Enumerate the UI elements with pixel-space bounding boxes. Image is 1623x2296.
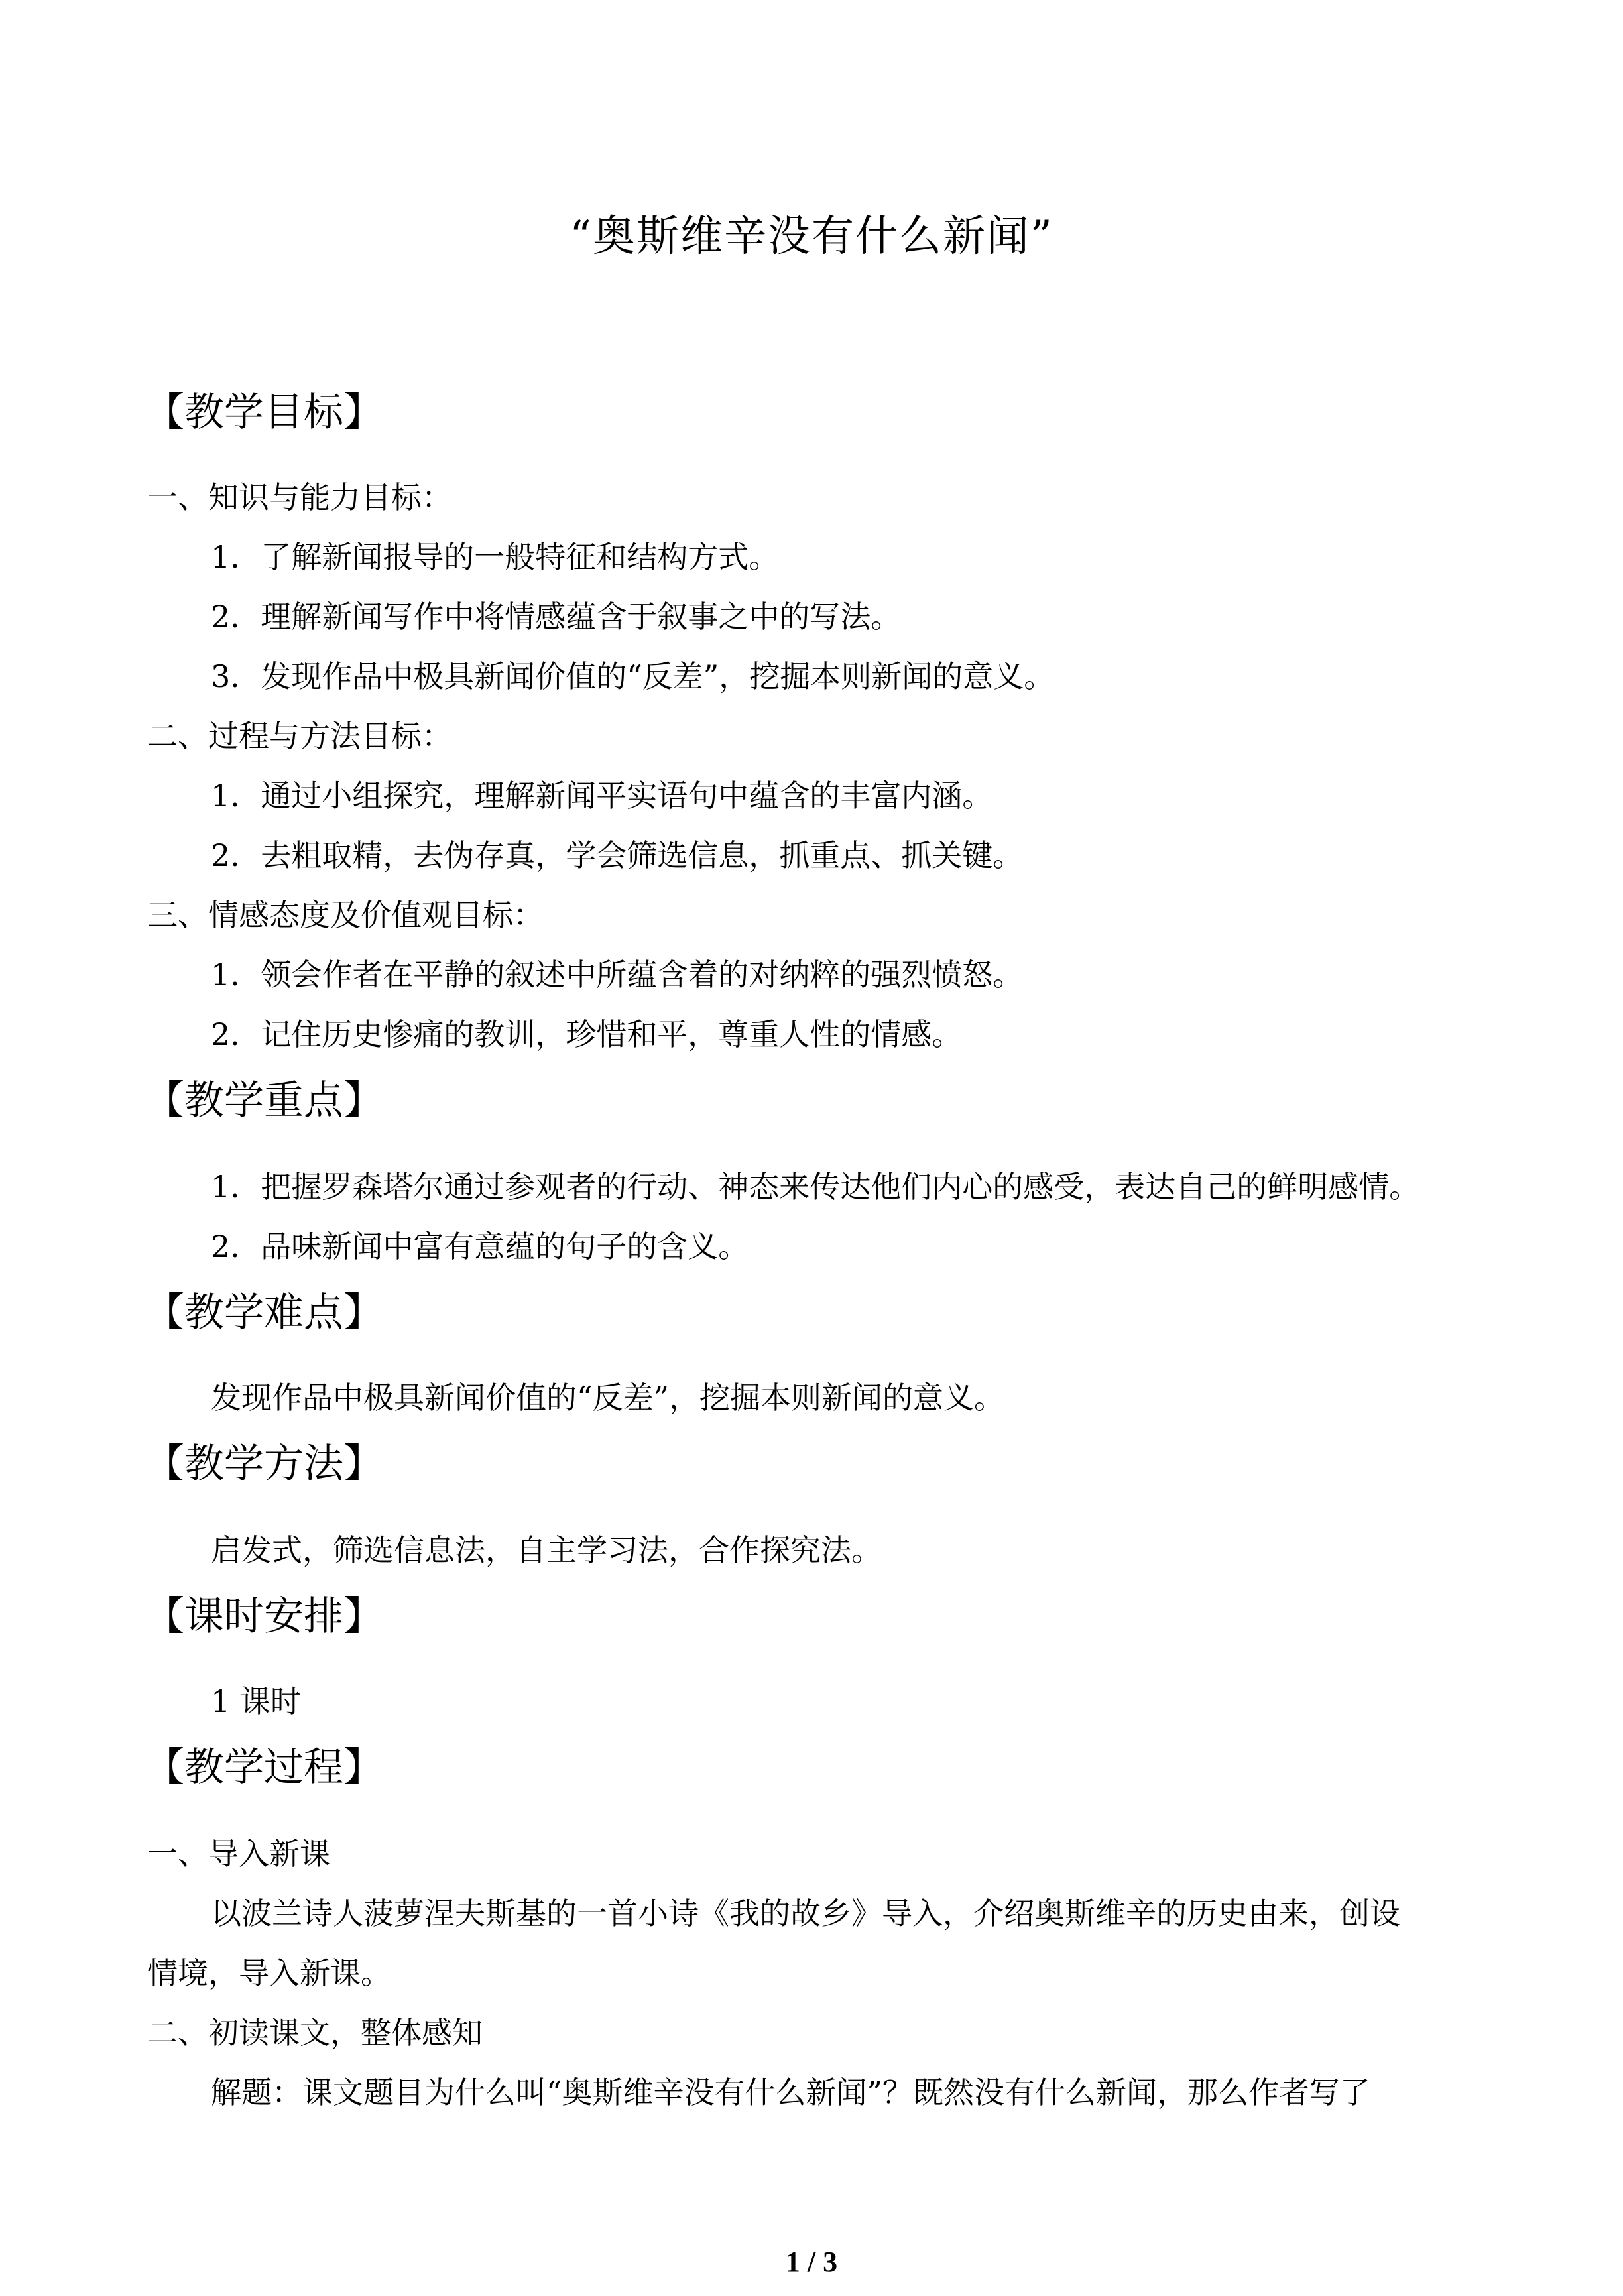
- key-points-item-1: 1．把握罗森塔尔通过参观者的行动、神态来传达他们内心的感受，表达自己的鲜明感情。: [211, 1169, 1420, 1205]
- objectives-sub1-item-2: 2．理解新闻写作中将情感蕴含于叙事之中的写法。: [211, 599, 902, 634]
- heading-key-points: 【教学重点】: [145, 1077, 383, 1124]
- heading-process: 【教学过程】: [145, 1744, 383, 1791]
- heading-objectives: 【教学目标】: [145, 389, 383, 436]
- objectives-sub1-item-1: 1．了解新闻报导的一般特征和结构方式。: [211, 539, 780, 575]
- key-points-item-2: 2．品味新闻中富有意蕴的句子的含义。: [211, 1229, 749, 1264]
- difficulties-text: 发现作品中极具新闻价值的“反差”，挖掘本则新闻的意义。: [211, 1380, 1005, 1416]
- process-sub2-line-1: 解题：课文题目为什么叫“奥斯维辛没有什么新闻”？既然没有什么新闻，那么作者写了: [211, 2075, 1371, 2110]
- heading-difficulties: 【教学难点】: [145, 1290, 383, 1336]
- objectives-sub2-item-1: 1．通过小组探究，理解新闻平实语句中蕴含的丰富内涵。: [211, 778, 993, 814]
- methods-text: 启发式，筛选信息法，自主学习法，合作探究法。: [211, 1532, 882, 1568]
- process-sub2: 二、初读课文，整体感知: [147, 2015, 483, 2051]
- page-number: 1 / 3: [785, 2246, 838, 2278]
- heading-schedule: 【课时安排】: [145, 1593, 383, 1640]
- objectives-sub2: 二、过程与方法目标：: [147, 718, 452, 754]
- process-sub1-line-2: 情境，导入新课。: [147, 1955, 391, 1991]
- objectives-sub3-item-2: 2．记住历史惨痛的教训，珍惜和平，尊重人性的情感。: [211, 1016, 963, 1052]
- heading-methods: 【教学方法】: [145, 1441, 383, 1487]
- objectives-sub1-item-3: 3．发现作品中极具新闻价值的“反差”，挖掘本则新闻的意义。: [211, 658, 1055, 694]
- objectives-sub2-item-2: 2．去粗取精，去伪存真，学会筛选信息，抓重点、抓关键。: [211, 837, 1024, 873]
- objectives-sub1: 一、知识与能力目标：: [147, 479, 452, 515]
- document-title: “奥斯维辛没有什么新闻”: [570, 212, 1053, 261]
- objectives-sub3-item-1: 1．领会作者在平静的叙述中所蕴含着的对纳粹的强烈愤怒。: [211, 957, 1024, 993]
- process-sub1: 一、导入新课: [147, 1836, 330, 1872]
- schedule-text: 1 课时: [211, 1683, 301, 1719]
- process-sub1-line-1: 以波兰诗人菠萝涅夫斯基的一首小诗《我的故乡》导入，介绍奥斯维辛的历史由来，创设: [211, 1896, 1400, 1931]
- objectives-sub3: 三、情感态度及价值观目标：: [147, 897, 544, 933]
